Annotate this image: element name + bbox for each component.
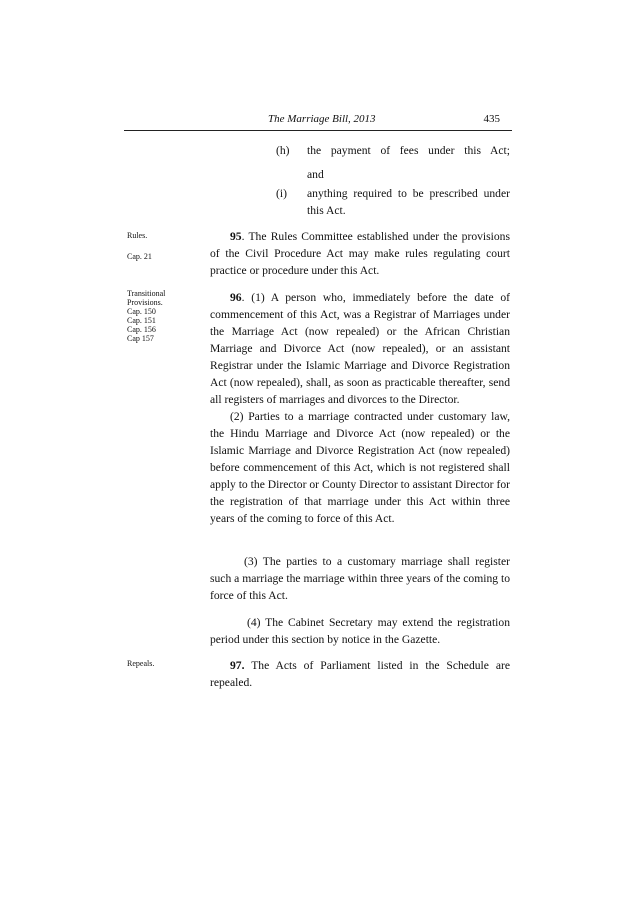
- item-h-label: (h): [276, 144, 290, 157]
- note-line: Provisions.: [127, 298, 163, 307]
- margin-note-repeals: Repeals.: [127, 659, 155, 668]
- note-line: Cap. 150: [127, 307, 156, 316]
- running-header: [124, 112, 512, 131]
- margin-note-rules: Rules.: [127, 231, 148, 240]
- section-96-subsection-2: (2) Parties to a marriage contracted under customary law, the Hindu Marriage and Divorce Act (now repealed) or the Islamic Marriage and Divorce Registration Act (now repealed) before commencement of this Act, which is not registered shall apply to the Director or County Director to assistant Director for the registration of that marriage under this Act within three years of the coming to force of this Act.: [210, 410, 510, 525]
- margin-note-cap21: Cap. 21: [127, 252, 152, 261]
- section-95: [210, 228, 510, 279]
- section-96-subsection-1: [210, 289, 510, 408]
- page-number: 435: [483, 113, 500, 125]
- note-line: Cap. 151: [127, 316, 156, 325]
- section-96-subsection-4: (4) The Cabinet Secretary may extend the registration period under this section by notice in the Gazette.: [210, 616, 510, 646]
- margin-note-transitional: [127, 289, 197, 343]
- item-h-continuation: and: [307, 168, 324, 181]
- item-h: [276, 142, 510, 183]
- note-line: Cap 157: [127, 334, 154, 343]
- item-i-text: anything required to be prescribed under this Act.: [307, 187, 510, 217]
- section-96-p1-text: . (1) A person who, immediately before the date of commencement of this Act, was a Registrar of Marriages under the Marriage Act (now repealed) or the African Christian Marriage and Divorce Act (now repealed), or an assistant Registrar under the Islamic Marriage and Divorce Registration Act (now repealed), shall, as soon as practicable thereafter, send all registers of marriages and divorces to the Director.: [210, 291, 510, 406]
- item-h-text: the payment of fees under this Act;: [307, 144, 510, 157]
- section-97-text: The Acts of Parliament listed in the Schedule are repealed.: [210, 659, 510, 689]
- section-95-text: . The Rules Committee established under the provisions of the Civil Procedure Act may make rules regulating court practice or procedure under this Act.: [210, 230, 510, 277]
- note-line: Transitional: [127, 289, 166, 298]
- header-title: The Marriage Bill, 2013: [268, 113, 376, 125]
- section-96-subsection-3: (3) The parties to a customary marriage shall register such a marriage the marriage within three years of the coming to force of this Act.: [210, 555, 510, 602]
- item-i: [276, 185, 510, 219]
- section-95-number: 95: [230, 230, 242, 243]
- note-line: Cap. 156: [127, 325, 156, 334]
- section-97: [210, 657, 510, 691]
- item-i-label: (i): [276, 187, 287, 200]
- section-97-number: 97.: [230, 659, 245, 672]
- section-96-number: 96: [230, 291, 242, 304]
